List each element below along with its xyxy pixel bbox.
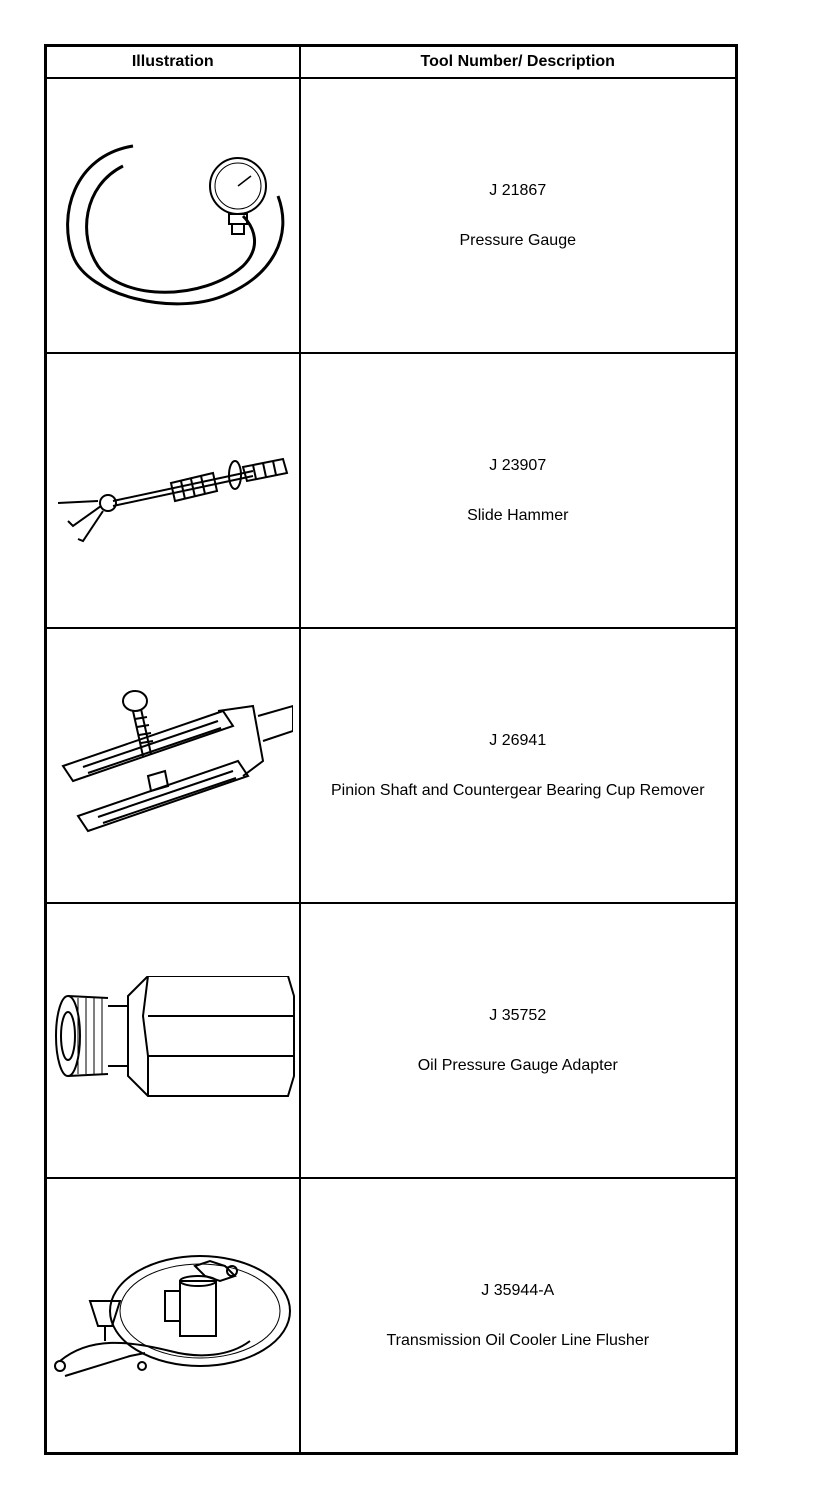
tool-description: Oil Pressure Gauge Adapter (417, 1056, 618, 1074)
table-row (46, 1178, 737, 1454)
tool-number: J 23907 (489, 456, 547, 474)
description-cell (300, 78, 737, 353)
gauge-adapter-icon (48, 976, 298, 1106)
tool-description: Pressure Gauge (459, 231, 576, 249)
slide-hammer-icon (53, 431, 293, 551)
tool-number: J 26941 (489, 731, 547, 749)
description-header: Tool Number/ Description (300, 46, 737, 79)
description-cell (300, 1178, 737, 1454)
tool-number: J 35944-A (481, 1281, 555, 1299)
illustration-cell (46, 1178, 300, 1454)
illustration-cell (46, 353, 300, 628)
description-cell (300, 628, 737, 903)
illustration-header: Illustration (46, 46, 300, 79)
table-row (46, 903, 737, 1178)
tool-table (44, 44, 738, 1455)
tool-description: Transmission Oil Cooler Line Flusher (386, 1331, 650, 1349)
tool-number: J 35752 (489, 1006, 547, 1024)
illustration-cell (46, 628, 300, 903)
tool-description: Pinion Shaft and Countergear Bearing Cup Remover (330, 781, 705, 799)
description-cell (300, 353, 737, 628)
pressure-gauge-icon (53, 116, 293, 316)
tool-description: Slide Hammer (467, 506, 569, 524)
table-row (46, 628, 737, 903)
illustration-cell (46, 903, 300, 1178)
header-row (46, 46, 737, 79)
table-row (46, 353, 737, 628)
line-flusher-icon (50, 1241, 295, 1391)
description-cell (300, 903, 737, 1178)
illustration-cell (46, 78, 300, 353)
table-row (46, 78, 737, 353)
tool-number: J 21867 (489, 181, 547, 199)
bearing-cup-remover-icon (53, 681, 293, 851)
